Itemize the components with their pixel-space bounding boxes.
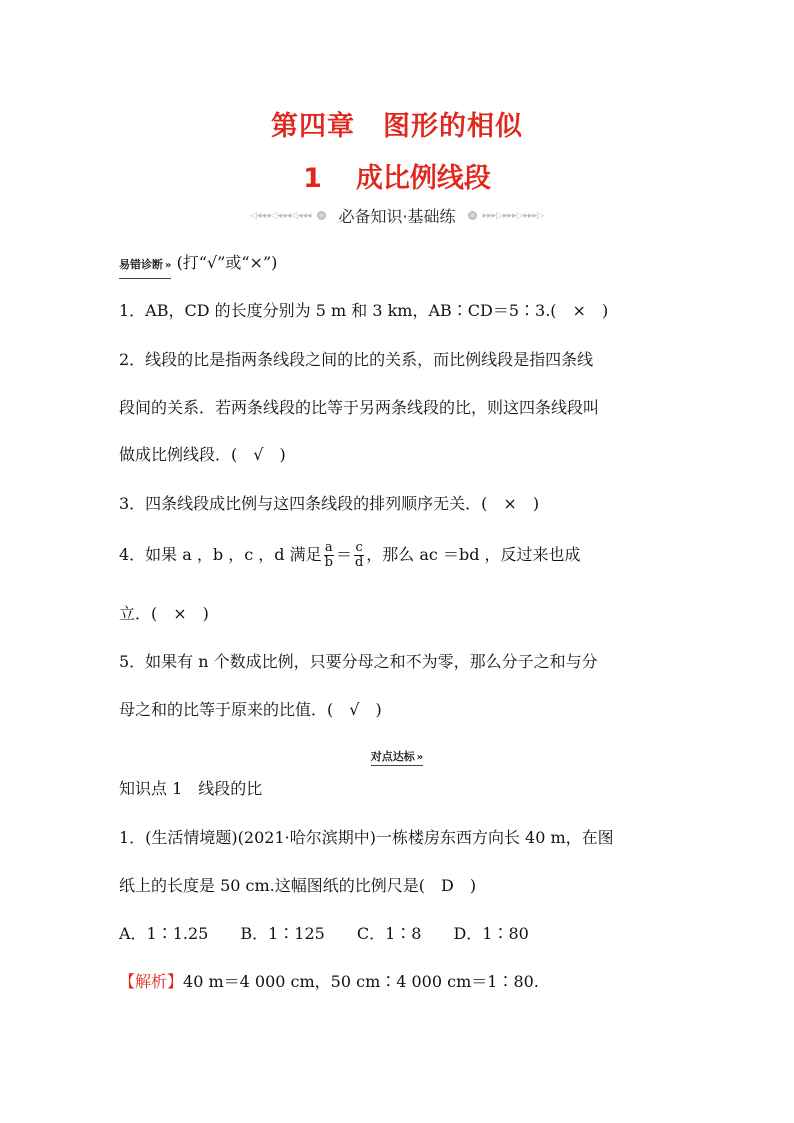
- question-1-options: A．1∶1.25 B．1∶125 C．1∶8 D．1∶80: [119, 924, 529, 943]
- item-4-prefix: 4．如果 a ，b ，c ，d 满足: [119, 545, 322, 564]
- banner-dot-icon: [468, 211, 477, 220]
- section-title: [0, 156, 794, 195]
- diagnosis-item-1: 1．AB，CD 的长度分别为 5 m 和 3 km，AB∶CD＝5∶3.( × ): [119, 301, 609, 320]
- question-1-analysis: [119, 971, 539, 993]
- diagnosis-tag-label: 易错诊断: [119, 258, 163, 271]
- knowledge-point-heading: 知识点 1 线段的比: [119, 779, 263, 798]
- diagnosis-item-2-line-3: 做成比例线段．( √ ): [119, 445, 286, 464]
- equals-sign: ＝: [335, 545, 352, 564]
- diagnosis-item-2-line-1: 2．线段的比是指两条线段之间的比的关系，而比例线段是指四条线: [119, 350, 594, 369]
- fraction-denominator: d: [354, 555, 364, 570]
- tag-arrow-icon: »: [416, 752, 424, 763]
- diagnosis-item-4-line-2: 立．( × ): [119, 604, 209, 623]
- fraction-numerator: c: [355, 540, 363, 555]
- analysis-label: 【解析】: [119, 972, 184, 991]
- section-title-text: 成比例线段: [355, 163, 491, 194]
- banner-arrows-right-icon: ▸▸▸▷▸▸▸▷▸▸▸▷: [482, 210, 544, 221]
- chapter-title: 第四章 图形的相似: [271, 111, 523, 142]
- banner-text: 必备知识·基础练: [338, 207, 456, 226]
- fraction-denominator: b: [324, 555, 333, 570]
- fraction-c-over-d: [354, 541, 364, 570]
- item-4-suffix: ，那么 ac ＝bd ，反过来也成: [366, 545, 581, 564]
- practice-header: [0, 745, 794, 766]
- diagnosis-item-5-line-1: 5．如果有 n 个数成比例，只要分母之和不为零，那么分子之和与分: [119, 652, 598, 671]
- practice-tag-label: 对点达标: [370, 750, 415, 763]
- diagnosis-tag: [119, 254, 171, 279]
- analysis-text: 40 m＝4 000 cm，50 cm∶4 000 cm＝1∶80.: [183, 972, 539, 991]
- banner-arrows-left-icon: ◁◂◂◂◁◂◂◂◁◂◂◂: [250, 210, 312, 221]
- diagnosis-item-4-line-1: [119, 541, 581, 570]
- diagnosis-header: [119, 252, 277, 279]
- question-1-line-1: 1．(生活情境题)(2021·哈尔滨期中)一栋楼房东西方向长 40 m，在图: [119, 828, 614, 847]
- practice-tag: [371, 748, 423, 766]
- diagnosis-instruction: (打“√”或“×”): [176, 253, 278, 272]
- section-banner: [0, 204, 794, 227]
- section-number: 1: [303, 163, 322, 194]
- diagnosis-item-5-line-2: 母之和的比等于原来的比值．( √ ): [119, 700, 382, 719]
- banner-dot-icon: [317, 211, 326, 220]
- tag-arrow-icon: »: [165, 260, 172, 271]
- fraction-a-over-b: [324, 541, 334, 570]
- question-1-line-2: 纸上的长度是 50 cm.这幅图纸的比例尺是( D ): [119, 876, 477, 895]
- diagnosis-item-3: 3．四条线段成比例与这四条线段的排列顺序无关．( × ): [119, 494, 540, 513]
- diagnosis-item-2-line-2: 段间的关系．若两条线段的比等于另两条线段的比，则这四条线段叫: [119, 398, 600, 417]
- fraction-numerator: a: [324, 540, 333, 555]
